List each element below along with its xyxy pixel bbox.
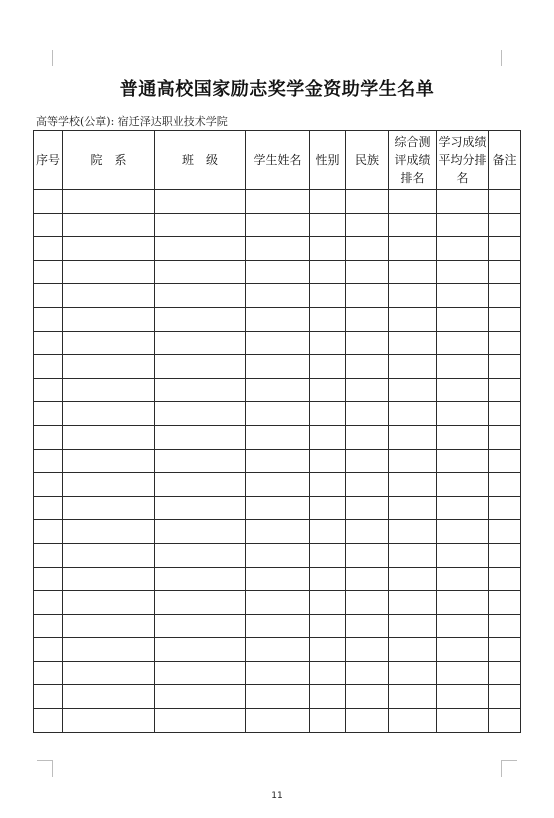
- table-row: [34, 284, 521, 308]
- cell-department[interactable]: [63, 307, 155, 331]
- cell-remarks[interactable]: [489, 284, 521, 308]
- table-row: [34, 661, 521, 685]
- cell-student-name[interactable]: [246, 520, 310, 544]
- cell-gender[interactable]: [310, 284, 346, 308]
- cell-ethnicity[interactable]: [346, 567, 389, 591]
- cell-student-name[interactable]: [246, 591, 310, 615]
- cell-remarks[interactable]: [489, 355, 521, 379]
- cell-gpa-rank[interactable]: [437, 638, 489, 662]
- cell-remarks[interactable]: [489, 425, 521, 449]
- cell-ethnicity[interactable]: [346, 402, 389, 426]
- crop-mark-top-right: [501, 50, 502, 66]
- cell-gpa-rank[interactable]: [437, 661, 489, 685]
- cell-remarks[interactable]: [489, 213, 521, 237]
- header-remarks: 备注: [489, 131, 521, 190]
- table-row: [34, 496, 521, 520]
- cell-class[interactable]: [155, 449, 246, 473]
- table-row: [34, 709, 521, 733]
- table-row: [34, 190, 521, 214]
- cell-student-name[interactable]: [246, 331, 310, 355]
- cell-gpa-rank[interactable]: [437, 284, 489, 308]
- cell-comprehensive-rank[interactable]: [389, 355, 437, 379]
- cell-comprehensive-rank[interactable]: [389, 260, 437, 284]
- page-number: 11: [271, 791, 283, 801]
- cell-gpa-rank[interactable]: [437, 591, 489, 615]
- cell-gpa-rank[interactable]: [437, 355, 489, 379]
- cell-student-name[interactable]: [246, 614, 310, 638]
- header-gpa-rank: 学习成绩平均分排名: [437, 131, 489, 190]
- cell-remarks[interactable]: [489, 614, 521, 638]
- cell-class[interactable]: [155, 237, 246, 261]
- cell-student-name[interactable]: [246, 496, 310, 520]
- table-body: [34, 190, 521, 733]
- cell-class[interactable]: [155, 213, 246, 237]
- cell-remarks[interactable]: [489, 685, 521, 709]
- cell-comprehensive-rank[interactable]: [389, 520, 437, 544]
- header-department: 院 系: [63, 131, 155, 190]
- cell-gender[interactable]: [310, 237, 346, 261]
- cell-student-name[interactable]: [246, 190, 310, 214]
- cell-department[interactable]: [63, 213, 155, 237]
- cell-class[interactable]: [155, 190, 246, 214]
- header-student-name: 学生姓名: [246, 131, 310, 190]
- cell-comprehensive-rank[interactable]: [389, 402, 437, 426]
- cell-gender[interactable]: [310, 520, 346, 544]
- table-row: [34, 638, 521, 662]
- cell-gender[interactable]: [310, 355, 346, 379]
- cell-department[interactable]: [63, 661, 155, 685]
- cell-seq[interactable]: [34, 614, 63, 638]
- cell-gpa-rank[interactable]: [437, 260, 489, 284]
- cell-department[interactable]: [63, 378, 155, 402]
- cell-remarks[interactable]: [489, 496, 521, 520]
- table-header-row: [34, 131, 521, 190]
- cell-comprehensive-rank[interactable]: [389, 425, 437, 449]
- cell-gpa-rank[interactable]: [437, 496, 489, 520]
- table-row: [34, 260, 521, 284]
- cell-remarks[interactable]: [489, 638, 521, 662]
- cell-student-name[interactable]: [246, 567, 310, 591]
- cell-gpa-rank[interactable]: [437, 378, 489, 402]
- cell-ethnicity[interactable]: [346, 260, 389, 284]
- cell-department[interactable]: [63, 543, 155, 567]
- cell-class[interactable]: [155, 520, 246, 544]
- cell-comprehensive-rank[interactable]: [389, 378, 437, 402]
- cell-ethnicity[interactable]: [346, 591, 389, 615]
- cell-ethnicity[interactable]: [346, 638, 389, 662]
- cell-gender[interactable]: [310, 496, 346, 520]
- table-row: [34, 331, 521, 355]
- cell-department[interactable]: [63, 614, 155, 638]
- cell-seq[interactable]: [34, 567, 63, 591]
- cell-gender[interactable]: [310, 213, 346, 237]
- table-row: [34, 355, 521, 379]
- cell-class[interactable]: [155, 355, 246, 379]
- cell-department[interactable]: [63, 496, 155, 520]
- cell-gender[interactable]: [310, 378, 346, 402]
- cell-comprehensive-rank[interactable]: [389, 591, 437, 615]
- cell-seq[interactable]: [34, 496, 63, 520]
- cell-gpa-rank[interactable]: [437, 567, 489, 591]
- cell-ethnicity[interactable]: [346, 213, 389, 237]
- cell-department[interactable]: [63, 284, 155, 308]
- cell-comprehensive-rank[interactable]: [389, 473, 437, 497]
- cell-ethnicity[interactable]: [346, 543, 389, 567]
- cell-gpa-rank[interactable]: [437, 425, 489, 449]
- cell-class[interactable]: [155, 614, 246, 638]
- header-seq: 序号: [34, 131, 63, 190]
- cell-gender[interactable]: [310, 307, 346, 331]
- cell-student-name[interactable]: [246, 449, 310, 473]
- cell-gender[interactable]: [310, 425, 346, 449]
- cell-department[interactable]: [63, 260, 155, 284]
- cell-gpa-rank[interactable]: [437, 709, 489, 733]
- cell-seq[interactable]: [34, 449, 63, 473]
- cell-gender[interactable]: [310, 567, 346, 591]
- cell-remarks[interactable]: [489, 307, 521, 331]
- cell-department[interactable]: [63, 685, 155, 709]
- cell-gender[interactable]: [310, 473, 346, 497]
- table-row: [34, 473, 521, 497]
- cell-comprehensive-rank[interactable]: [389, 709, 437, 733]
- cell-department[interactable]: [63, 331, 155, 355]
- header-comprehensive-rank: 综合测评成绩排名: [389, 131, 437, 190]
- cell-gpa-rank[interactable]: [437, 473, 489, 497]
- cell-seq[interactable]: [34, 307, 63, 331]
- cell-student-name[interactable]: [246, 543, 310, 567]
- cell-gender[interactable]: [310, 709, 346, 733]
- cell-class[interactable]: [155, 402, 246, 426]
- cell-class[interactable]: [155, 473, 246, 497]
- cell-gpa-rank[interactable]: [437, 520, 489, 544]
- cell-department[interactable]: [63, 638, 155, 662]
- cell-gender[interactable]: [310, 260, 346, 284]
- cell-class[interactable]: [155, 685, 246, 709]
- cell-ethnicity[interactable]: [346, 661, 389, 685]
- crop-mark-bottom-left-v: [52, 760, 53, 777]
- table-row: [34, 449, 521, 473]
- cell-gpa-rank[interactable]: [437, 190, 489, 214]
- cell-student-name[interactable]: [246, 685, 310, 709]
- cell-gender[interactable]: [310, 449, 346, 473]
- cell-student-name[interactable]: [246, 284, 310, 308]
- cell-remarks[interactable]: [489, 520, 521, 544]
- cell-comprehensive-rank[interactable]: [389, 284, 437, 308]
- cell-gpa-rank[interactable]: [437, 331, 489, 355]
- cell-remarks[interactable]: [489, 237, 521, 261]
- table-row: [34, 402, 521, 426]
- cell-gender[interactable]: [310, 614, 346, 638]
- cell-ethnicity[interactable]: [346, 378, 389, 402]
- cell-remarks[interactable]: [489, 190, 521, 214]
- cell-student-name[interactable]: [246, 425, 310, 449]
- cell-gpa-rank[interactable]: [437, 402, 489, 426]
- cell-student-name[interactable]: [246, 378, 310, 402]
- table-row: [34, 425, 521, 449]
- cell-seq[interactable]: [34, 473, 63, 497]
- table-row: [34, 567, 521, 591]
- cell-ethnicity[interactable]: [346, 190, 389, 214]
- cell-comprehensive-rank[interactable]: [389, 567, 437, 591]
- cell-department[interactable]: [63, 402, 155, 426]
- crop-mark-bottom-right-h: [501, 760, 517, 761]
- cell-department[interactable]: [63, 473, 155, 497]
- cell-remarks[interactable]: [489, 449, 521, 473]
- header-class: 班 级: [155, 131, 246, 190]
- cell-class[interactable]: [155, 496, 246, 520]
- cell-department[interactable]: [63, 567, 155, 591]
- cell-seq[interactable]: [34, 425, 63, 449]
- cell-student-name[interactable]: [246, 260, 310, 284]
- cell-class[interactable]: [155, 638, 246, 662]
- cell-gpa-rank[interactable]: [437, 614, 489, 638]
- cell-remarks[interactable]: [489, 260, 521, 284]
- cell-comprehensive-rank[interactable]: [389, 661, 437, 685]
- cell-seq[interactable]: [34, 709, 63, 733]
- cell-remarks[interactable]: [489, 709, 521, 733]
- table-row: [34, 378, 521, 402]
- cell-seq[interactable]: [34, 331, 63, 355]
- cell-department[interactable]: [63, 425, 155, 449]
- cell-student-name[interactable]: [246, 638, 310, 662]
- cell-ethnicity[interactable]: [346, 473, 389, 497]
- cell-remarks[interactable]: [489, 473, 521, 497]
- cell-gender[interactable]: [310, 685, 346, 709]
- cell-gender[interactable]: [310, 543, 346, 567]
- cell-department[interactable]: [63, 449, 155, 473]
- crop-mark-bottom-left-h: [37, 760, 53, 761]
- crop-mark-top-left: [52, 50, 53, 66]
- cell-student-name[interactable]: [246, 709, 310, 733]
- cell-comprehensive-rank[interactable]: [389, 614, 437, 638]
- cell-ethnicity[interactable]: [346, 355, 389, 379]
- cell-student-name[interactable]: [246, 355, 310, 379]
- cell-department[interactable]: [63, 591, 155, 615]
- cell-student-name[interactable]: [246, 307, 310, 331]
- table-row: [34, 520, 521, 544]
- cell-gpa-rank[interactable]: [437, 307, 489, 331]
- cell-class[interactable]: [155, 543, 246, 567]
- cell-seq[interactable]: [34, 591, 63, 615]
- school-name-line: 高等学校(公章): 宿迁泽达职业技术学院: [36, 115, 228, 128]
- cell-remarks[interactable]: [489, 591, 521, 615]
- cell-student-name[interactable]: [246, 661, 310, 685]
- table-row: [34, 591, 521, 615]
- cell-department[interactable]: [63, 355, 155, 379]
- cell-comprehensive-rank[interactable]: [389, 213, 437, 237]
- cell-seq[interactable]: [34, 638, 63, 662]
- crop-mark-bottom-right-v: [501, 760, 502, 777]
- cell-department[interactable]: [63, 709, 155, 733]
- cell-student-name[interactable]: [246, 473, 310, 497]
- cell-comprehensive-rank[interactable]: [389, 190, 437, 214]
- cell-ethnicity[interactable]: [346, 520, 389, 544]
- cell-class[interactable]: [155, 661, 246, 685]
- cell-remarks[interactable]: [489, 661, 521, 685]
- cell-seq[interactable]: [34, 190, 63, 214]
- cell-class[interactable]: [155, 425, 246, 449]
- cell-seq[interactable]: [34, 355, 63, 379]
- cell-gender[interactable]: [310, 331, 346, 355]
- cell-ethnicity[interactable]: [346, 709, 389, 733]
- cell-seq[interactable]: [34, 237, 63, 261]
- cell-class[interactable]: [155, 378, 246, 402]
- cell-class[interactable]: [155, 567, 246, 591]
- cell-comprehensive-rank[interactable]: [389, 331, 437, 355]
- cell-remarks[interactable]: [489, 331, 521, 355]
- cell-gpa-rank[interactable]: [437, 543, 489, 567]
- cell-gender[interactable]: [310, 190, 346, 214]
- cell-ethnicity[interactable]: [346, 425, 389, 449]
- cell-seq[interactable]: [34, 378, 63, 402]
- cell-gender[interactable]: [310, 591, 346, 615]
- cell-ethnicity[interactable]: [346, 307, 389, 331]
- cell-ethnicity[interactable]: [346, 449, 389, 473]
- cell-class[interactable]: [155, 307, 246, 331]
- cell-remarks[interactable]: [489, 567, 521, 591]
- cell-ethnicity[interactable]: [346, 614, 389, 638]
- cell-seq[interactable]: [34, 213, 63, 237]
- cell-gpa-rank[interactable]: [437, 213, 489, 237]
- cell-comprehensive-rank[interactable]: [389, 543, 437, 567]
- cell-class[interactable]: [155, 709, 246, 733]
- cell-ethnicity[interactable]: [346, 685, 389, 709]
- cell-comprehensive-rank[interactable]: [389, 685, 437, 709]
- cell-seq[interactable]: [34, 402, 63, 426]
- cell-remarks[interactable]: [489, 378, 521, 402]
- cell-gender[interactable]: [310, 638, 346, 662]
- table-row: [34, 237, 521, 261]
- table-row: [34, 213, 521, 237]
- cell-gpa-rank[interactable]: [437, 237, 489, 261]
- header-gender: 性别: [310, 131, 346, 190]
- document-title: 普通高校国家励志奖学金资助学生名单: [119, 79, 435, 100]
- cell-comprehensive-rank[interactable]: [389, 237, 437, 261]
- student-roster-table: [33, 130, 521, 733]
- cell-ethnicity[interactable]: [346, 237, 389, 261]
- cell-department[interactable]: [63, 190, 155, 214]
- cell-gender[interactable]: [310, 661, 346, 685]
- cell-student-name[interactable]: [246, 402, 310, 426]
- cell-department[interactable]: [63, 520, 155, 544]
- cell-class[interactable]: [155, 284, 246, 308]
- cell-comprehensive-rank[interactable]: [389, 449, 437, 473]
- cell-ethnicity[interactable]: [346, 496, 389, 520]
- cell-seq[interactable]: [34, 260, 63, 284]
- cell-gender[interactable]: [310, 402, 346, 426]
- header-ethnicity: 民族: [346, 131, 389, 190]
- table-row: [34, 685, 521, 709]
- cell-class[interactable]: [155, 591, 246, 615]
- cell-comprehensive-rank[interactable]: [389, 496, 437, 520]
- cell-class[interactable]: [155, 331, 246, 355]
- cell-student-name[interactable]: [246, 237, 310, 261]
- cell-gpa-rank[interactable]: [437, 685, 489, 709]
- cell-remarks[interactable]: [489, 543, 521, 567]
- cell-comprehensive-rank[interactable]: [389, 307, 437, 331]
- cell-seq[interactable]: [34, 685, 63, 709]
- cell-seq[interactable]: [34, 543, 63, 567]
- table-row: [34, 614, 521, 638]
- cell-seq[interactable]: [34, 661, 63, 685]
- table-row: [34, 307, 521, 331]
- cell-comprehensive-rank[interactable]: [389, 638, 437, 662]
- cell-seq[interactable]: [34, 520, 63, 544]
- cell-remarks[interactable]: [489, 402, 521, 426]
- cell-ethnicity[interactable]: [346, 331, 389, 355]
- cell-gpa-rank[interactable]: [437, 449, 489, 473]
- cell-student-name[interactable]: [246, 213, 310, 237]
- cell-seq[interactable]: [34, 284, 63, 308]
- cell-department[interactable]: [63, 237, 155, 261]
- table-row: [34, 543, 521, 567]
- cell-class[interactable]: [155, 260, 246, 284]
- cell-ethnicity[interactable]: [346, 284, 389, 308]
